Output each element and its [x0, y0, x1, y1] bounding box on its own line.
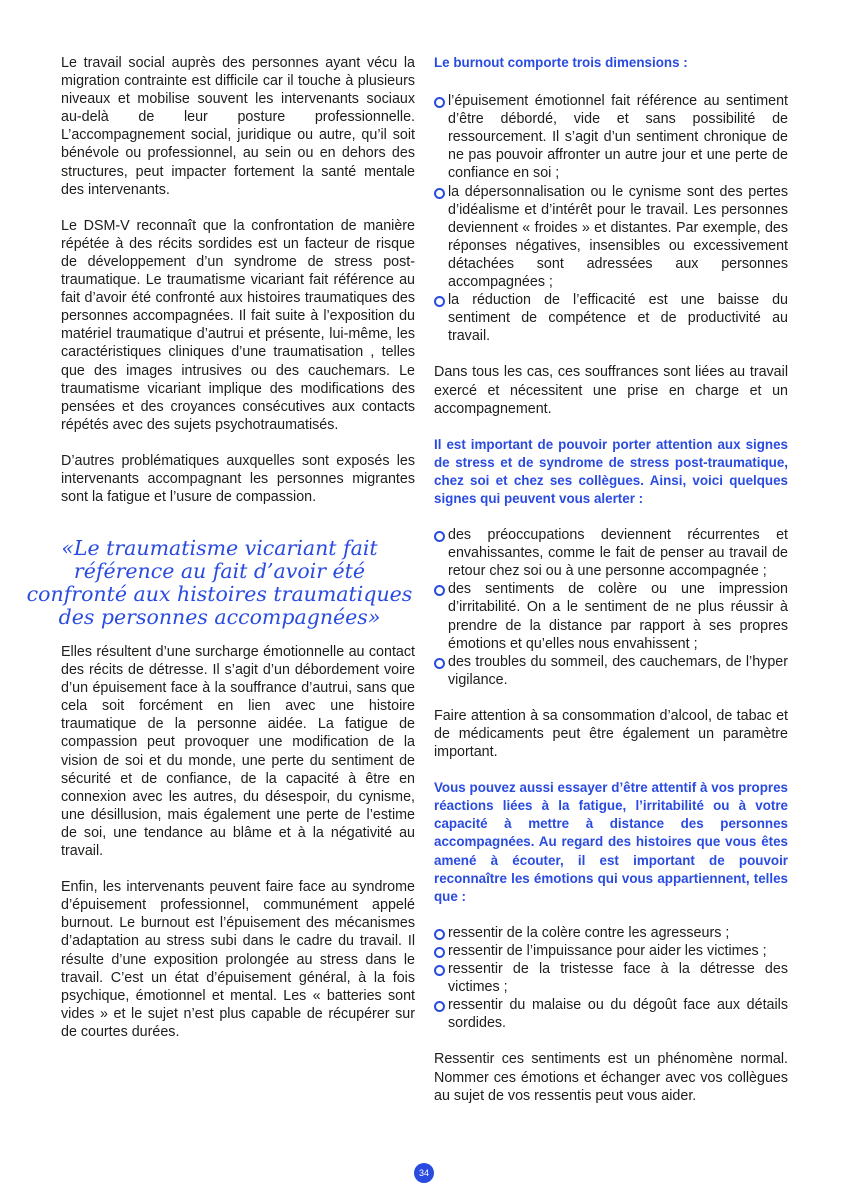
reactions-intro: Vous pouvez aussi essayer d’être attentif à vos propres réactions liées à la fatigue, l’irritabilité ou à votre capacité à mettre à distance des personnes accompagnées. Au regard des histoires que vous êtes amené à écouter, il est important de pouvoir reconnaître les émotions qui vous appartiennent, telles que :	[434, 780, 788, 904]
list-item: ressentir de la colère contre les agresseurs ;	[434, 924, 788, 942]
dimensions-list	[434, 92, 788, 345]
list-item: ressentir de l’impuissance pour aider les victimes ;	[434, 942, 788, 960]
circle-outline-icon	[434, 1001, 445, 1012]
consommation-paragraph: Faire attention à sa consommation d’alcool, de tabac et de médicaments peut être également un paramètre important.	[434, 707, 788, 761]
list-item: des sentiments de colère ou une impression d’irritabilité. On a le sentiment de ne plus réussir à prendre de la distance par rapport à ses propres émotions et qu’elles nous envahissent ;	[434, 580, 788, 652]
emotions-list	[434, 924, 788, 1033]
burnout-dimensions-heading: Le burnout comporte trois dimensions :	[434, 55, 688, 70]
alert-signs-intro: Il est important de pouvoir porter attention aux signes de stress et de syndrome de stress post-traumatique, chez soi et chez ses collègues. Ainsi, voici quelques signes qui peuvent vous alerter :	[434, 436, 788, 506]
list-item: ressentir de la tristesse face à la détresse des victimes ;	[434, 960, 788, 996]
signs-list	[434, 526, 788, 689]
souffrances-paragraph: Dans tous les cas, ces souffrances sont liées au travail exercé et nécessitent une prise en charge et un accompagnement.	[434, 364, 788, 417]
list-item: l’épuisement émotionnel fait référence au sentiment d’être débordé, vide et sans possibilité de ressourcement. Il s’agit d’un sentiment chronique de ne pas pouvoir affronter un autre jour et une perte de confiance en soi ;	[434, 92, 788, 182]
left-column-lower	[61, 643, 415, 1059]
circle-outline-icon	[434, 658, 445, 669]
list-item: la dépersonnalisation ou le cynisme sont des pertes d’idéalisme et d’intérêt pour le travail. Les personnes deviennent « froides » et distantes. Par exemple, des réponses négatives, insensibles ou excessivement détachées sont adressées aux personnes accompagnées ;	[434, 183, 788, 292]
list-item: des troubles du sommeil, des cauchemars, de l’hyper vigilance.	[434, 653, 788, 689]
dsm-paragraph: Le DSM-V reconnaît que la confrontation de manière répétée à des récits sordides est un facteur de risque de développement d’un syndrome de stress post-traumatique. Le traumatisme vicariant fait référence au fait d’avoir été confronté aux histoires traumatiques des personnes accompagnées. Il fait suite à l’exposition du matériel traumatique d’autrui et présente, lui-même, les caractéristiques cliniques d’une traumatisation , telles que des images intrusives ou des cauchemars. Le traumatisme vicariant implique des modifications des pensées et des croyances consécutives aux contacts répétés avec des sujets psychotraumatisés.	[61, 217, 415, 433]
intro-paragraph: Le travail social auprès des personnes ayant vécu la migration contrainte est difficile car il touche à plusieurs niveaux et mobilise souvent les intervenants sociaux au-delà de leur posture professionnelle. L’accompagnement social, juridique ou autre, qu’il soit bénévole ou professionnel, au sein ou en dehors des structures, peut impacter fortement la santé mentale des intervenants.	[61, 55, 415, 198]
list-item: ressentir du malaise ou du dégoût face aux détails sordides.	[434, 996, 788, 1032]
right-column	[434, 54, 788, 1123]
circle-outline-icon	[434, 296, 445, 307]
circle-outline-icon	[434, 929, 445, 940]
circle-outline-icon	[434, 965, 445, 976]
circle-outline-icon	[434, 531, 445, 542]
closing-paragraph: Ressentir ces sentiments est un phénomène normal. Nommer ces émotions et échanger avec vos collègues au sujet de vos ressentis peut vous aider.	[434, 1051, 788, 1104]
burnout-paragraph: Enfin, les intervenants peuvent faire face au syndrome d’épuisement professionnel, communément appelé burnout. Le burnout est l’épuisement des mécanismes d’adaptation au stress subi dans le cadre du travail. Il résulte d’une exposition prolongée au stress dans le travail. C’est un état d’épuisement général, à la fois psychique, émotionnel et mental. Les « batteries sont vides » et le sujet n’est plus capable de récupérer sur de courtes durées.	[61, 879, 415, 1040]
circle-outline-icon	[434, 947, 445, 958]
page-number-badge: 34	[414, 1163, 434, 1183]
circle-outline-icon	[434, 188, 445, 199]
left-column	[61, 54, 415, 524]
surcharge-paragraph: Elles résultent d’une surcharge émotionnelle au contact des récits de détresse. Il s’agit d’un débordement voire d’un épuisement face à la souffrance d’autrui, sans que cela soit forcément en lien avec une histoire traumatique de la personne aidée. La fatigue de compassion peut provoquer une modification de la vision de soi et du monde, une perte du sentiment de sécurité et de confiance, de la capacité à être en connexion avec les autres, du désespoir, du cynisme, une désillusion, mais également une perte de l’estime de soi, une tendance au blâme et à la négativité au travail.	[61, 644, 415, 860]
compassion-paragraph: D’autres problématiques auxquelles sont exposés les intervenants accompagnant les personnes migrantes sont la fatigue et l’usure de compassion.	[61, 452, 415, 506]
circle-outline-icon	[434, 585, 445, 596]
list-item: la réduction de l’efficacité est une baisse du sentiment de compétence et de productivité au travail.	[434, 291, 788, 345]
pull-quote: «Le traumatisme vicariant fait référence au fait d’avoir été confronté aux histoires traumatiques des personnes accompagnées»	[26, 536, 413, 629]
list-item: des préoccupations deviennent récurrentes et envahissantes, comme le fait de penser au travail de retour chez soi ou à une personne accompagnée ;	[434, 526, 788, 580]
circle-outline-icon	[434, 97, 445, 108]
